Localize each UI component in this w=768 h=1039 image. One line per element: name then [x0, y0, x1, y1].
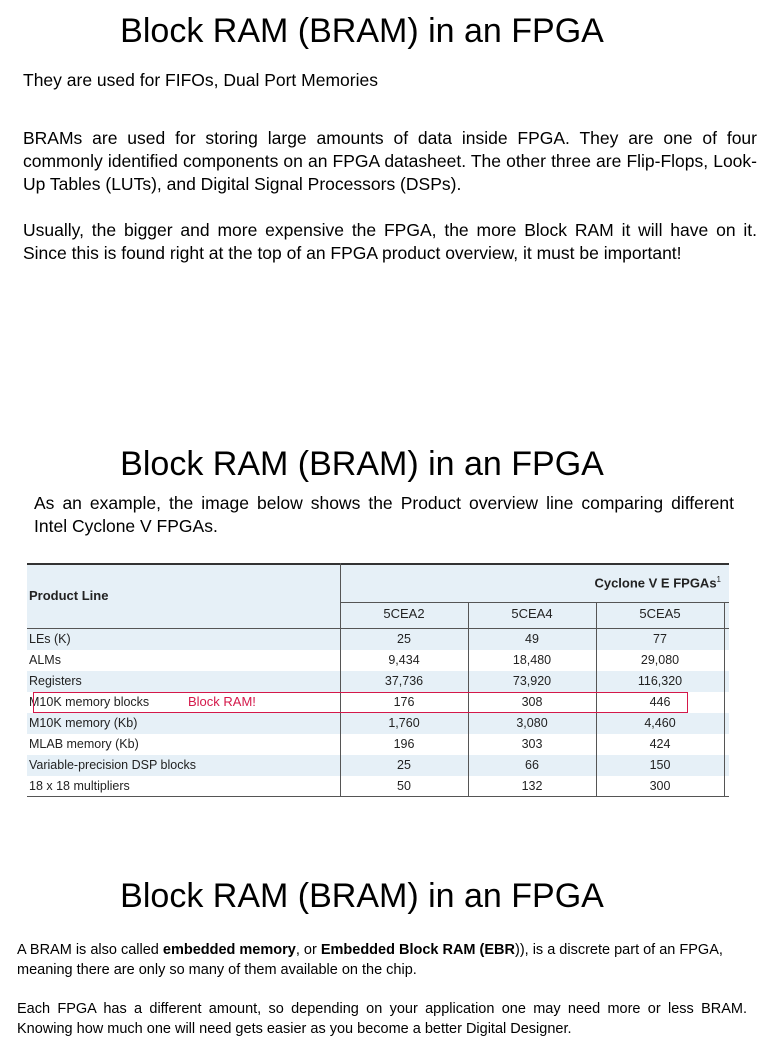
family-header	[594, 575, 721, 590]
table-row	[27, 755, 729, 776]
slide-1-paragraph-2: BRAMs are used for storing large amounts of data inside FPGA. They are one of four commonly identified components on an FPGA datasheet. The other three are Flip-Flops, Look-Up Tables (LUTs), and Digital Signal Processors (DSPs).	[23, 128, 757, 194]
slide-1-title: Block RAM (BRAM) in an FPGA	[120, 12, 604, 50]
row-label: Variable-precision DSP blocks	[29, 758, 196, 772]
slide-3-paragraph-1	[17, 940, 757, 980]
table-cell: 3,080	[516, 716, 548, 730]
table-row	[27, 713, 729, 734]
row-label: Registers	[29, 674, 82, 688]
family-header-superscript: 1	[716, 575, 721, 584]
table-cell: 424	[649, 737, 671, 751]
column-header-5cea2: 5CEA2	[383, 606, 425, 621]
row-label: ALMs	[29, 653, 61, 667]
slide-3-paragraph-2: Each FPGA has a different amount, so depending on your application one may need more or less BRAM. Knowing how much one will need gets easier as you become a better Digital Designer.	[17, 1001, 747, 1037]
table-cell: 4,460	[644, 716, 676, 730]
column-header-5cea5: 5CEA5	[639, 606, 681, 621]
table-cell: 66	[525, 758, 539, 772]
text-run: )), is a discrete part of an FPGA, meaning there are only so many of them available on the chip.	[17, 942, 723, 978]
table-cell: 37,736	[384, 674, 424, 688]
bold-term-embedded-memory: embedded memory	[162, 942, 296, 958]
table-cell: 25	[397, 758, 411, 772]
bold-term-ebr: Embedded Block RAM (EBR	[320, 942, 515, 958]
table-cell: 18,480	[512, 653, 552, 667]
table-cell: 77	[653, 632, 667, 646]
row-label: M10K memory blocks	[29, 695, 150, 709]
bram-highlight-box	[33, 692, 688, 713]
table-row	[27, 734, 729, 755]
table-cell: 29,080	[640, 653, 680, 667]
table-cell: 73,920	[512, 674, 552, 688]
table-row	[27, 629, 729, 650]
table-cell: 300	[649, 779, 671, 793]
column-divider	[340, 563, 341, 797]
table-cell: 303	[521, 737, 543, 751]
slide-2-title: Block RAM (BRAM) in an FPGA	[120, 445, 604, 483]
table-cell: 196	[393, 737, 415, 751]
table-cell: 176	[393, 695, 415, 709]
product-overview-table	[27, 563, 729, 797]
table-bottom-rule	[27, 796, 729, 797]
row-label: LEs (K)	[29, 632, 71, 646]
slide-1-paragraph-3: Usually, the bigger and more expensive the FPGA, the more Block RAM it will have on it. Since this is found right at the top of an FPGA product overview, it must be important!	[23, 220, 757, 263]
slide-2-paragraph-1: As an example, the image below shows the Product overview line comparing different Intel Cyclone V FPGAs.	[34, 493, 734, 536]
table-cell: 49	[525, 632, 539, 646]
table-cell: 50	[397, 779, 411, 793]
table-cell: 150	[649, 758, 671, 772]
column-divider	[724, 602, 725, 797]
row-label: M10K memory (Kb)	[29, 716, 138, 730]
table-cell: 25	[397, 632, 411, 646]
row-label: MLAB memory (Kb)	[29, 737, 139, 751]
slide-3-title: Block RAM (BRAM) in an FPGA	[120, 877, 604, 915]
family-header-text: Cyclone V E FPGAs	[594, 575, 717, 591]
product-line-header: Product Line	[29, 588, 109, 603]
bram-highlight-label: Block RAM!	[188, 694, 256, 709]
table-row	[27, 776, 729, 797]
column-header-5cea4: 5CEA4	[511, 606, 553, 621]
text-run: , or	[295, 942, 321, 958]
slide-1-paragraph-1: They are used for FIFOs, Dual Port Memories	[23, 70, 378, 90]
table-cell: 1,760	[388, 716, 420, 730]
table-row	[27, 671, 729, 692]
table-cell: 116,320	[637, 674, 683, 688]
table-header-divider	[340, 602, 729, 603]
table-row	[27, 650, 729, 671]
table-cell: 9,434	[388, 653, 420, 667]
table-cell: 308	[521, 695, 543, 709]
row-label: 18 x 18 multipliers	[29, 779, 130, 793]
table-cell: 132	[521, 779, 543, 793]
table-cell: 446	[649, 695, 671, 709]
text-run: A BRAM is also called	[17, 942, 163, 958]
